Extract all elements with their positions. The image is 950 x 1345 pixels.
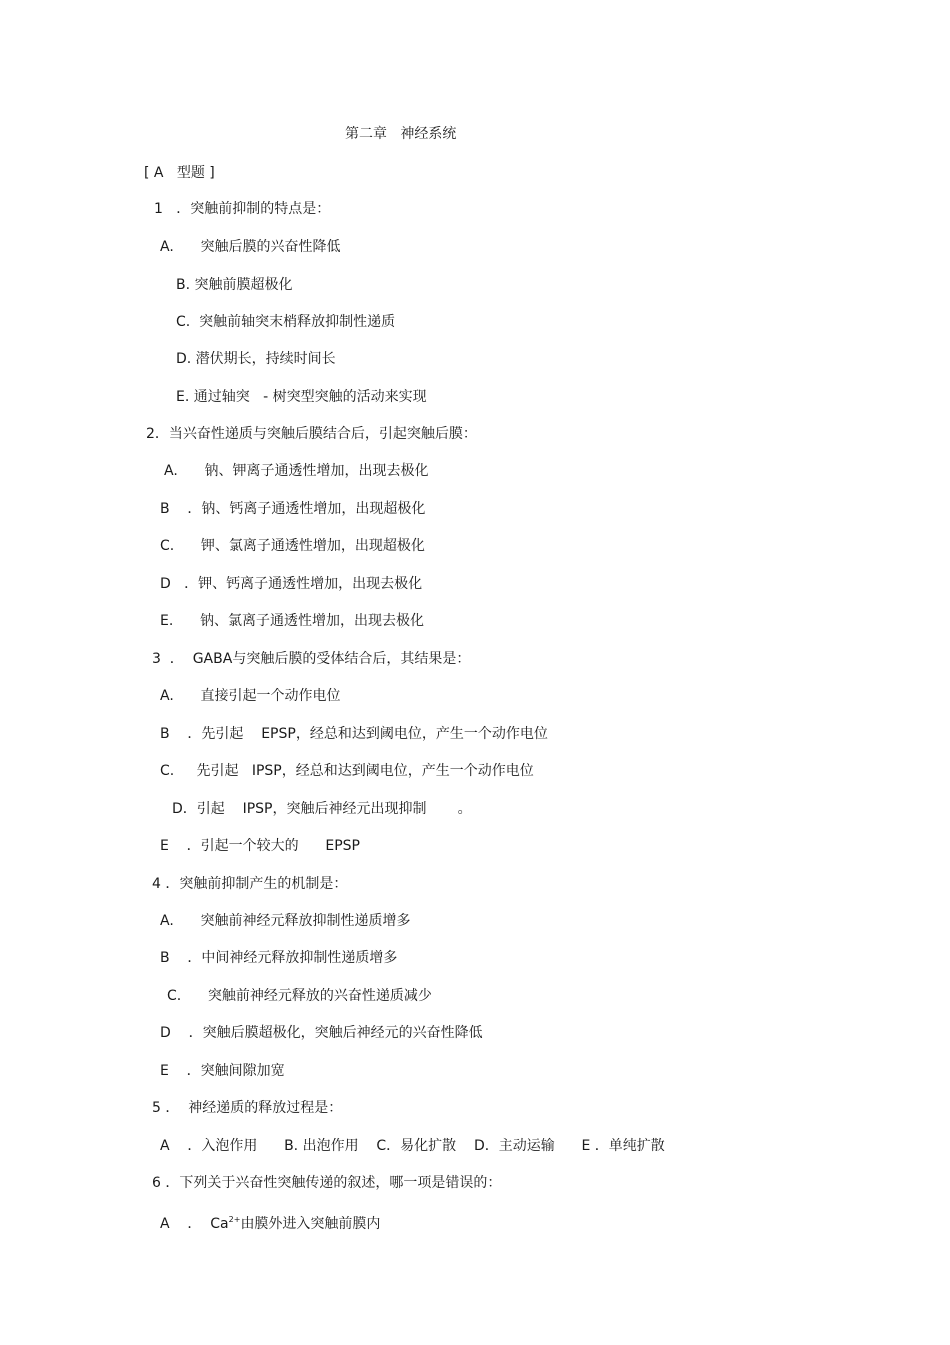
page-title: 第二章 神经系统 <box>345 126 457 142</box>
option-2a: A. 钠、钾离子通透性增加，出现去极化 <box>164 463 429 479</box>
option-1c: C. 突触前轴突末梢释放抑制性递质 <box>176 314 396 330</box>
option-2b: B ．钠、钙离子通透性增加，出现超极化 <box>160 501 426 517</box>
option-3a: A. 直接引起一个动作电位 <box>160 688 341 704</box>
options-5: A ．入泡作用 B. 出泡作用 C．易化扩散 D．主动运输 E ．单纯扩散 <box>160 1138 665 1154</box>
question-1: 1 ．突触前抑制的特点是： <box>154 201 331 217</box>
question-2: 2．当兴奋性递质与突触后膜结合后，引起突触后膜： <box>146 426 477 442</box>
option-3b: B ．先引起 EPSP，经总和达到阈电位，产生一个动作电位 <box>160 726 548 742</box>
question-5: 5 ． 神经递质的释放过程是： <box>152 1100 343 1116</box>
question-6: 6 ．下列关于兴奋性突触传递的叙述，哪一项是错误的： <box>152 1175 502 1191</box>
option-4d: D ．突触后膜超极化，突触后神经元的兴奋性降低 <box>160 1025 483 1041</box>
option-4e: E ．突触间隙加宽 <box>160 1063 285 1079</box>
option-4b: B ．中间神经元释放抑制性递质增多 <box>160 950 398 966</box>
option-3e: E ．引起一个较大的 EPSP <box>160 838 360 854</box>
option-1e: E. 通过轴突 - 树突型突触的活动来实现 <box>176 389 427 405</box>
question-3: 3 ． GABA与突触后膜的受体结合后，其结果是： <box>152 651 471 667</box>
option-3d: D．引起 IPSP，突触后神经元出现抑制 。 <box>172 801 472 817</box>
option-1b: B. 突触前膜超极化 <box>176 277 293 293</box>
calcium-charge: 2+ <box>228 1215 241 1224</box>
option-6a <box>160 1211 380 1233</box>
option-6a-text: 由膜外进入突触前膜内 <box>240 1216 381 1232</box>
section-heading: [ A 型题 ] <box>144 165 215 181</box>
option-2e: E. 钠、氯离子通透性增加，出现去极化 <box>160 613 424 629</box>
option-4a: A. 突触前神经元释放抑制性递质增多 <box>160 913 411 929</box>
option-1d: D. 潜伏期长，持续时间长 <box>176 351 336 367</box>
option-1a: A. 突触后膜的兴奋性降低 <box>160 239 341 255</box>
option-2d: D ．钾、钙离子通透性增加，出现去极化 <box>160 576 423 592</box>
option-3c: C. 先引起 IPSP，经总和达到阈电位，产生一个动作电位 <box>160 763 534 779</box>
option-2c: C. 钾、氯离子通透性增加，出现超极化 <box>160 538 425 554</box>
question-4: 4 ．突触前抑制产生的机制是： <box>152 876 348 892</box>
option-6a-prefix: A ． Ca <box>160 1216 229 1232</box>
option-4c: C. 突触前神经元释放的兴奋性递质减少 <box>167 988 432 1004</box>
